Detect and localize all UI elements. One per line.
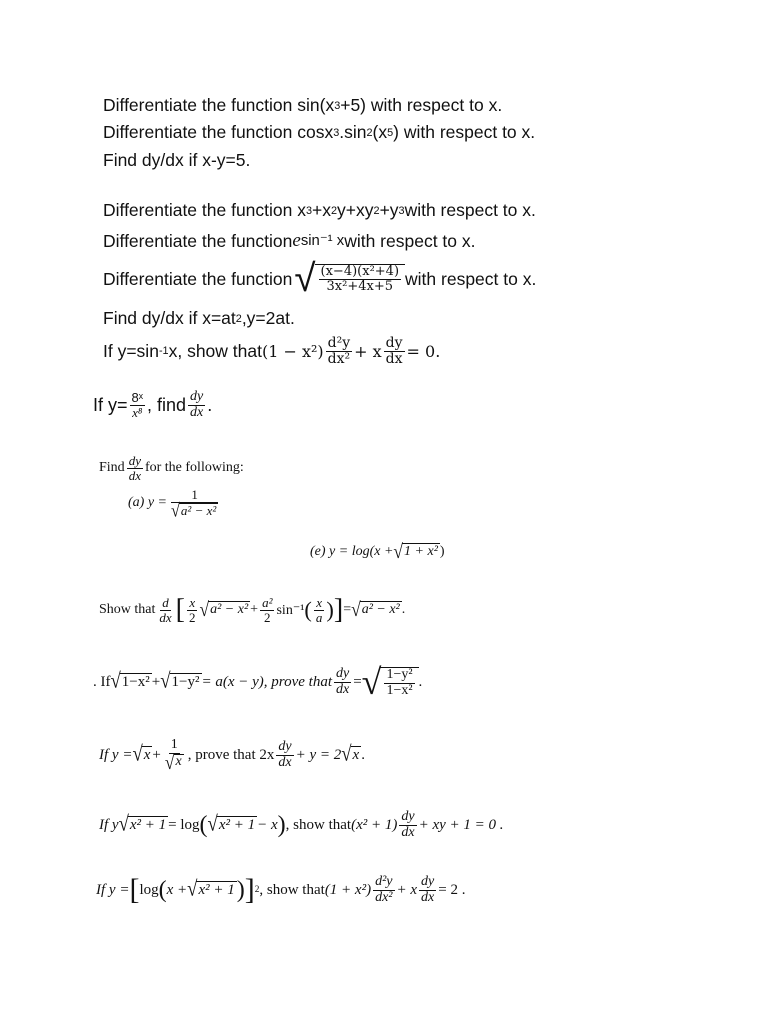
radical-sign: √ — [294, 257, 316, 300]
sqrt — [207, 812, 258, 837]
text: +5) with respect to x. — [340, 95, 503, 115]
text: for the following: — [144, 460, 244, 476]
radical-sign: √ — [110, 668, 121, 694]
denominator: 2 — [264, 609, 271, 625]
numerator: dy — [401, 809, 415, 824]
problem-sqrt-identity — [93, 664, 422, 700]
numerator: d²y — [327, 335, 351, 351]
sqrt — [164, 750, 184, 774]
denominator: dx — [335, 681, 350, 697]
text: log — [139, 881, 159, 898]
text: Differentiate the function x — [103, 200, 306, 220]
denominator: dx — [128, 467, 141, 483]
denominator: dx² — [375, 889, 393, 905]
math-base: e — [292, 230, 301, 251]
radical-sign: √ — [207, 812, 218, 837]
problem-line-8: If y=sin -1 x, show that (1 − x²) $\frac{\text{d²y}}{\text{dx²}}$ + x $\frac{dy}{dx}$ = 0. — [103, 335, 441, 367]
radical-sign: √ — [132, 742, 143, 767]
math-text: + x — [354, 341, 382, 361]
radical-sign: √ — [164, 750, 175, 774]
text: = log — [168, 816, 200, 833]
text: with respect to x. — [344, 230, 476, 251]
label: (a) y = — [128, 495, 167, 511]
sqrt-fraction — [294, 257, 405, 300]
radicand: 1−x² — [121, 673, 150, 690]
radicand — [380, 667, 418, 700]
text: x + — [166, 881, 188, 898]
text: y+xy — [337, 200, 374, 220]
denominator — [163, 750, 186, 774]
radical-sign: √ — [341, 742, 352, 767]
numerator: 1−y² — [386, 667, 413, 682]
text: Differentiate the function — [103, 230, 293, 251]
text: x, show that — [168, 340, 262, 361]
radicand: a² − x² — [361, 602, 400, 618]
radical-sign: √ — [171, 500, 180, 521]
numerator: d — [162, 595, 169, 610]
find-heading — [99, 454, 244, 482]
numerator: dy — [190, 389, 204, 404]
text: ,y=2at. — [241, 308, 295, 328]
denominator: 3x²+4x+5 — [326, 278, 394, 294]
radical-sign: √ — [118, 812, 129, 837]
numerator: 1 — [171, 488, 218, 503]
problem-sqrt-x — [99, 738, 365, 772]
text: . — [418, 673, 423, 690]
problem-line-1: Differentiate the function sin(x 3 +5) with respect to x. — [103, 95, 503, 115]
numerator: d²y — [375, 874, 393, 889]
text: = — [353, 673, 362, 690]
denominator: a — [315, 609, 323, 625]
problem-line-3 — [103, 150, 250, 171]
part-a — [128, 488, 222, 519]
fraction — [127, 454, 143, 482]
radical-sign: √ — [187, 877, 198, 902]
text: . If — [93, 673, 111, 690]
text: − x — [257, 816, 278, 833]
text: = — [343, 602, 352, 618]
show-that — [99, 596, 405, 624]
problem-line-6 — [103, 257, 537, 300]
fraction — [384, 668, 414, 698]
text: .sin — [339, 122, 367, 142]
numerator: 8ˣ — [131, 390, 144, 406]
text: (x — [372, 122, 388, 142]
text: (x² + 1) — [351, 816, 398, 833]
text: , prove that 2x — [187, 746, 275, 763]
radicand: x² + 1 — [218, 816, 256, 833]
text: If y= — [93, 394, 128, 415]
paren: ( — [158, 877, 167, 904]
text: Differentiate the function sin(x — [103, 95, 335, 115]
paren: ( — [199, 812, 208, 839]
problem-log-sqrt — [99, 810, 504, 840]
bracket: [ — [129, 873, 140, 907]
text: +y — [379, 200, 399, 220]
radicand: x — [143, 746, 151, 763]
denominator: 1−x² — [386, 682, 413, 698]
radical-sign: √ — [351, 597, 361, 621]
numerator: x — [189, 595, 196, 610]
fraction — [334, 667, 351, 697]
text: + y = 2 — [295, 746, 342, 763]
fraction — [163, 738, 186, 772]
text: . — [361, 746, 365, 763]
radical-sign: √ — [393, 539, 404, 563]
text: Find — [99, 460, 125, 476]
text: , show that — [285, 816, 352, 833]
denominator: dx — [401, 824, 415, 840]
fraction — [319, 265, 402, 293]
problem-line-4: Differentiate the function x 3 +x 2 y+xy 2 +y 3 with respect to x. — [103, 200, 536, 220]
sqrt — [187, 877, 237, 902]
text: sin⁻¹ — [276, 602, 305, 618]
problem-line-2: Differentiate the function cosx 3 .sin 2 (x 5 ) with respect to x. — [103, 122, 536, 142]
denominator: dx — [190, 404, 204, 420]
text: Differentiate the function — [103, 268, 293, 289]
radicand: a² − x² — [210, 602, 249, 618]
fraction — [187, 596, 198, 624]
paren: ) — [277, 812, 286, 839]
part-e — [310, 539, 445, 563]
problem-log-squared: If y = [ log ( x + √ x² + 1 ) ] 2 , show that (1 + x²) $\frac{\text{d²y}}{\text{dx²}}$ + x $\frac{dy}{dx}$ = 2 . — [96, 873, 466, 907]
paren: ( — [304, 596, 312, 622]
denominator: dx² — [327, 350, 351, 367]
sqrt — [118, 812, 169, 837]
text: Differentiate the function cosx — [103, 122, 334, 142]
radical-sign: √ — [361, 662, 382, 702]
fraction — [326, 336, 352, 366]
numerator: dy — [128, 453, 141, 468]
sqrt — [362, 664, 419, 700]
numerator: dy — [335, 665, 350, 681]
text: with respect to x. — [404, 200, 536, 220]
text: ) with respect to x. — [393, 122, 536, 142]
text: = 2 . — [438, 881, 466, 898]
radicand: x² + 1 — [129, 816, 167, 833]
fraction — [276, 740, 293, 770]
fraction — [260, 596, 274, 624]
numerator: dy — [385, 335, 403, 351]
math-text: = 0. — [406, 341, 441, 361]
math-text: (1 − x²) — [261, 341, 324, 361]
text: , find — [147, 394, 187, 415]
sqrt — [160, 668, 201, 694]
text: Show that — [99, 602, 156, 618]
fraction — [373, 875, 394, 905]
numerator: x — [316, 595, 323, 610]
text: + — [152, 746, 161, 763]
numerator: dy — [421, 874, 435, 889]
fraction — [384, 336, 405, 366]
radicand: x² + 1 — [198, 881, 235, 898]
radicand: a² − x² — [180, 502, 217, 518]
denominator: dx — [385, 350, 403, 367]
sqrt — [132, 742, 152, 767]
text: ) — [439, 543, 445, 559]
problem-line-9 — [93, 390, 212, 420]
text: = a(x − y), prove that — [201, 673, 332, 690]
text: If y = — [99, 746, 133, 763]
fraction — [188, 390, 205, 420]
bracket: ] — [244, 873, 255, 907]
bracket: [ — [175, 594, 185, 626]
text: If y = — [96, 881, 130, 898]
text: +x — [312, 200, 332, 220]
denominator: dx — [421, 889, 435, 905]
bracket: ] — [333, 594, 344, 626]
denominator: dx — [159, 609, 172, 625]
denominator: 2 — [189, 609, 196, 625]
text: If y=sin — [103, 340, 159, 361]
numerator: a² — [262, 595, 273, 610]
radicand: x — [174, 754, 184, 772]
sqrt — [351, 597, 402, 621]
numerator: dy — [278, 739, 292, 754]
paren: ) — [326, 596, 334, 622]
text: Find dy/dx if x=at — [103, 308, 236, 328]
paren: ) — [236, 877, 245, 904]
sqrt — [110, 668, 152, 694]
sqrt — [199, 597, 251, 621]
denominator: x⁸ — [132, 404, 143, 420]
fraction — [130, 391, 146, 419]
text: . — [401, 602, 406, 618]
text: + x — [396, 881, 418, 898]
fraction — [399, 810, 416, 840]
fraction — [314, 596, 325, 624]
radicand: 1−y² — [171, 673, 200, 690]
text: . — [207, 394, 213, 415]
problem-line-7: Find dy/dx if x=at 2 ,y=2at. — [103, 308, 295, 328]
text: + — [151, 673, 161, 690]
denominator: dx — [278, 754, 292, 770]
label: (e) y = log(x + — [310, 543, 394, 559]
text: If y — [99, 816, 119, 833]
fraction — [157, 596, 173, 624]
fraction — [419, 875, 436, 905]
sqrt — [341, 742, 361, 767]
radical-sign: √ — [160, 668, 171, 694]
text: + xy + 1 = 0 . — [418, 816, 504, 833]
radicand: 1 + x² — [404, 544, 438, 559]
text: , show that — [259, 881, 325, 898]
radical-sign: √ — [199, 597, 210, 621]
radicand: x — [352, 746, 360, 763]
sqrt — [393, 539, 439, 563]
problem-line-5: Differentiate the function e sin⁻¹ x with respect to x. — [103, 230, 476, 251]
numerator: (x−4)(x²+4) — [320, 264, 400, 279]
text: (1 + x²) — [324, 881, 372, 898]
denominator — [169, 500, 220, 521]
text: + — [250, 602, 259, 618]
sqrt — [171, 500, 218, 521]
text: Find dy/dx if x-y=5. — [103, 150, 251, 170]
fraction — [169, 488, 220, 519]
numerator: 1 — [170, 737, 178, 752]
text: with respect to x. — [405, 268, 537, 289]
radicand — [315, 264, 406, 299]
